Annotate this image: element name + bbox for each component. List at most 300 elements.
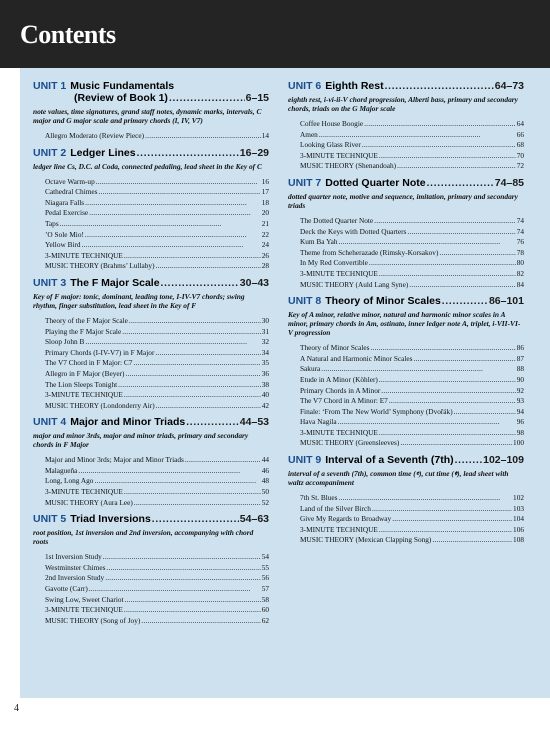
dot-leader (371, 343, 516, 354)
dot-leader (145, 131, 261, 142)
dot-leader (379, 525, 512, 536)
toc-entry[interactable] (45, 251, 269, 262)
dot-leader (78, 466, 260, 477)
toc-entry[interactable] (300, 438, 524, 449)
toc-entry[interactable] (45, 552, 269, 563)
unit-page-range[interactable]: 16–29 (239, 146, 269, 159)
toc-entry-title: 1st Inversion Study (45, 552, 102, 562)
toc-entry-page: 68 (516, 140, 524, 150)
unit-title: Ledger Lines (70, 146, 136, 159)
page-header (0, 0, 550, 68)
unit-title: Interval of a Seventh (7th) (325, 454, 454, 467)
toc-entry-title: The V7 Chord in A Minor: E7 (300, 396, 388, 406)
unit-page-range[interactable]: 64–73 (494, 80, 524, 92)
toc-entry[interactable] (300, 269, 524, 280)
dot-leader (85, 337, 260, 348)
dot-leader (379, 428, 516, 439)
dot-leader (96, 177, 261, 188)
toc-entry-page: 66 (516, 129, 524, 139)
unit-description: Key of F major: tonic, dominant, leading tone, I-IV-V7 chords; swing rhythm, finger substitution, lead sheet in the Key of F (33, 291, 245, 310)
toc-entry-page: 48 (261, 476, 269, 486)
unit-title: Major and Minor Triads (70, 416, 186, 429)
toc-entry[interactable] (300, 407, 524, 418)
dot-leader (85, 230, 261, 241)
unit-description: eighth rest, i-vi-ii-V chord progression, Alberti bass, primary and secondary chords, triads on the G Major scale (288, 95, 518, 113)
toc-entry-title: Kum Ba Yah (300, 237, 338, 247)
unit-heading (33, 147, 269, 160)
toc-entry[interactable] (300, 161, 524, 172)
toc-entry-page: 21 (261, 218, 269, 228)
unit-item-list (45, 455, 269, 508)
unit-page-range[interactable]: 102–109 (483, 454, 524, 467)
toc-entry-page: 64 (516, 119, 524, 128)
toc-entry-page: 52 (261, 497, 269, 507)
toc-entry-title: MUSIC THEORY (Greensleeves) (300, 438, 400, 448)
toc-entry-title: The Dotted Quarter Note (300, 215, 374, 225)
dot-leader (339, 237, 516, 248)
toc-entry-page: 22 (261, 229, 269, 239)
toc-entry-title: Etude in A Minor (Köhler) (300, 374, 378, 384)
toc-entry[interactable] (300, 151, 524, 162)
toc-entry-title: Playing the F Major Scale (45, 326, 122, 336)
unit-title: Dotted Quarter Note (325, 176, 426, 189)
toc-entry-page: 84 (516, 279, 524, 289)
unit-item-list (45, 552, 269, 626)
dot-leader (392, 514, 512, 525)
toc-entry[interactable] (45, 261, 269, 272)
toc-entry-page: 106 (513, 524, 524, 534)
toc-entry[interactable] (300, 119, 524, 130)
dot-leader (169, 93, 245, 105)
toc-entry-page: 31 (261, 326, 269, 336)
toc-entry-page: 26 (261, 250, 269, 260)
toc-entry-page: 16 (261, 176, 269, 186)
toc-entry-page: 58 (261, 594, 269, 604)
dot-leader (156, 401, 261, 412)
unit-description: Key of A minor, relative minor, natural and harmonic minor scales in A minor, primary chords in Am, ostinato, inner ledger note A, triplet, i-VII-VI-V progression (288, 310, 521, 338)
dot-leader (122, 327, 261, 338)
dot-leader (186, 417, 239, 429)
toc-entry-page: 40 (261, 390, 269, 400)
toc-entry-page: 90 (516, 374, 524, 384)
dot-leader (155, 348, 260, 359)
unit-number: UNIT 1 (33, 80, 67, 92)
toc-entry[interactable] (300, 216, 524, 227)
toc-entry[interactable] (300, 525, 524, 536)
toc-entry[interactable] (45, 316, 269, 327)
toc-entry-title: MUSIC THEORY (Aura Lee) (45, 497, 133, 507)
unit-item-list (300, 343, 524, 449)
unit-heading (288, 80, 524, 93)
dot-leader (427, 178, 494, 190)
unit-heading (33, 513, 269, 526)
toc-entry[interactable] (300, 227, 524, 238)
toc-entry-title: 3-MINUTE TECHNIQUE (45, 250, 123, 260)
unit-heading (288, 295, 524, 308)
unit-heading (288, 454, 524, 467)
toc-entry[interactable] (300, 514, 524, 525)
unit-page-range[interactable]: 6–15 (245, 92, 269, 104)
toc-entry-title: 3-MINUTE TECHNIQUE (45, 487, 123, 497)
toc-entry-title: Looking Glass River (300, 140, 361, 150)
unit-heading-line (33, 80, 269, 92)
dot-leader (442, 296, 488, 308)
dot-leader (85, 198, 261, 209)
toc-entry-title: Primary Chords (I-IV-V7) in F Major (45, 347, 155, 357)
unit-item-list (300, 493, 524, 546)
toc-entry[interactable] (45, 131, 269, 142)
dot-leader (141, 616, 260, 627)
toc-entry-title: Theory of Minor Scales (300, 343, 370, 353)
toc-entry-title: Gavotte (Carr) (45, 584, 88, 594)
dot-leader (125, 369, 260, 380)
toc-entry-page: 76 (516, 237, 524, 247)
toc-entry-page: 87 (516, 353, 524, 363)
toc-entry-page: 56 (261, 573, 269, 583)
toc-entry-title: Malagueña (45, 465, 78, 475)
toc-entry-page: 74 (516, 226, 524, 236)
toc-entry[interactable] (45, 595, 269, 606)
unit-description: interval of a seventh (7th), common time (𝄴), cut time (𝄵), lead sheet with waltz accompaniment (288, 469, 509, 488)
unit-section (33, 147, 269, 272)
toc-entry[interactable] (45, 380, 269, 391)
toc-entry[interactable] (45, 198, 269, 209)
toc-entry-page: 62 (261, 615, 269, 625)
dot-leader (82, 240, 261, 251)
toc-entry-title: 3-MINUTE TECHNIQUE (300, 268, 378, 278)
toc-entry[interactable] (45, 563, 269, 574)
toc-entry-title: 2nd Inversion Study (45, 573, 105, 583)
dot-leader (455, 455, 482, 467)
toc-entry[interactable] (300, 237, 524, 248)
unit-page-range[interactable]: 74–85 (494, 176, 524, 189)
toc-entry-page: 55 (261, 562, 269, 572)
dot-leader (134, 498, 261, 509)
unit-item-list (45, 177, 269, 272)
toc-entry-title: Allegro Moderato (Review Piece) (45, 131, 145, 140)
toc-entry-title: Sloop John B (45, 337, 85, 347)
toc-entry[interactable] (45, 616, 269, 627)
toc-entry[interactable] (45, 208, 269, 219)
toc-entry-page: 24 (261, 240, 269, 250)
page-number: 4 (14, 703, 19, 714)
toc-entry[interactable] (45, 573, 269, 584)
toc-entry-page: 30 (261, 315, 269, 325)
toc-entry-title: In My Red Convertible (300, 258, 368, 268)
unit-title: Music Fundamentals (70, 80, 175, 92)
toc-entry[interactable] (45, 327, 269, 338)
toc-entry-title: Taps (45, 218, 59, 228)
toc-entry[interactable] (45, 476, 269, 487)
toc-entry[interactable] (45, 455, 269, 466)
unit-number: UNIT 7 (288, 176, 322, 189)
toc-entry-title: ’O Sole Mio! (45, 229, 84, 239)
unit-page-range[interactable]: 86–101 (488, 295, 524, 308)
unit-description: ledger line Cs, D.C. al Coda, connected pedaling, lead sheet in the Key of C (33, 161, 262, 171)
page-title: Contents (20, 20, 116, 49)
dot-leader (129, 316, 261, 327)
toc-entry-page: 32 (261, 337, 269, 347)
toc-entry[interactable] (45, 401, 269, 412)
toc-entry-page: 94 (516, 406, 524, 416)
dot-leader (369, 258, 516, 269)
toc-entry[interactable] (45, 177, 269, 188)
toc-entry-title: 3-MINUTE TECHNIQUE (300, 150, 378, 160)
toc-entry-page: 103 (513, 503, 524, 513)
toc-entry[interactable] (45, 498, 269, 509)
toc-entry-page: 44 (261, 455, 269, 465)
toc-entry-title: Pedal Exercise (45, 208, 89, 218)
toc-entry-title: Sakura (300, 364, 321, 374)
toc-entry-page: 108 (513, 535, 524, 545)
toc-entry[interactable] (300, 417, 524, 428)
dot-leader (362, 140, 516, 151)
dot-leader (439, 248, 515, 259)
unit-description: root position, 1st inversion and 2nd inversion, accompanying with chord roots (33, 528, 254, 547)
toc-entry-title: The Lion Sleeps Tonight (45, 379, 118, 389)
toc-entry-page: 100 (513, 438, 524, 448)
toc-entry[interactable] (45, 466, 269, 477)
toc-entry-title: Theme from Scheherazade (Rimsky-Korsakov) (300, 247, 439, 257)
dot-leader (103, 552, 261, 563)
toc-entry-page: 28 (261, 261, 269, 271)
toc-entry-title: MUSIC THEORY (Mexican Clapping Song) (300, 535, 432, 545)
toc-entry-page: 96 (516, 417, 524, 427)
unit-number: UNIT 5 (33, 513, 67, 526)
toc-entry[interactable] (300, 130, 524, 141)
toc-entry[interactable] (300, 375, 524, 386)
dot-leader (161, 278, 239, 290)
dot-leader (124, 605, 261, 616)
toc-entry-page: 38 (261, 379, 269, 389)
toc-entry-page: 17 (261, 187, 269, 197)
toc-entry-page: 92 (516, 385, 524, 395)
toc-entry[interactable] (45, 348, 269, 359)
toc-entry-title: Niagara Falls (45, 197, 85, 207)
toc-entry-page: 14 (261, 131, 269, 140)
toc-entry[interactable] (45, 358, 269, 369)
dot-leader (118, 380, 261, 391)
toc-entry[interactable] (45, 187, 269, 198)
unit-title: Theory of Minor Scales (325, 295, 441, 308)
toc-entry-title: Major and Minor 3rds; Major and Minor Triads (45, 455, 184, 465)
unit-description: note values, time signatures, grand staff notes, dynamic marks, intervals, C major and G major scale and primary chords (I, IV, V7) (33, 107, 262, 125)
toc-entry-page: 18 (261, 197, 269, 207)
toc-entry-page: 50 (261, 487, 269, 497)
left-column (33, 80, 269, 631)
unit-section (288, 80, 524, 172)
toc-entry-title: Land of the Silver Birch (300, 503, 371, 513)
dot-leader (99, 187, 261, 198)
dot-leader (397, 161, 516, 172)
dot-leader (94, 476, 260, 487)
toc-entry[interactable] (300, 140, 524, 151)
toc-entry-title: Octave Warm-up (45, 176, 95, 186)
toc-entry[interactable] (45, 337, 269, 348)
toc-entry-title: Coffee House Boogie (300, 119, 364, 128)
dot-leader (374, 216, 516, 227)
unit-number: UNIT 4 (33, 416, 67, 429)
unit-page-range[interactable]: 30–43 (239, 276, 269, 289)
dot-leader (432, 535, 512, 546)
dot-leader (389, 396, 516, 407)
dot-leader (125, 595, 261, 606)
unit-item-list (300, 119, 524, 172)
dot-leader (89, 584, 261, 595)
dot-leader (321, 364, 515, 375)
toc-entry-title: Hava Nagila (300, 417, 337, 427)
dot-leader (124, 251, 261, 262)
toc-entry-title: 3-MINUTE TECHNIQUE (300, 524, 378, 534)
unit-number: UNIT 6 (288, 80, 322, 92)
toc-entry-title: Allegro in F Major (Beyer) (45, 368, 125, 378)
toc-entry-page: 35 (261, 358, 269, 368)
toc-entry-page: 102 (513, 493, 524, 503)
unit-description: major and minor 3rds, major and minor triads, primary and secondary chords in F Major (33, 431, 249, 450)
unit-title-continued: (Review of Book 1) (74, 92, 168, 104)
toc-entry-page: 20 (261, 208, 269, 218)
unit-section (33, 416, 269, 508)
toc-entry-title: Swing Low, Sweet Chariot (45, 594, 124, 604)
toc-entry[interactable] (300, 354, 524, 365)
toc-entry-page: 57 (261, 584, 269, 594)
toc-entry-page: 80 (516, 258, 524, 268)
dot-leader (124, 487, 261, 498)
toc-entry-page: 72 (516, 161, 524, 171)
right-column (288, 80, 524, 551)
unit-heading-line (33, 92, 269, 105)
unit-title: The F Major Scale (70, 276, 160, 289)
toc-entry-page: 88 (516, 364, 524, 374)
unit-heading (33, 416, 269, 429)
dot-leader (413, 354, 515, 365)
toc-entry-title: 3-MINUTE TECHNIQUE (300, 427, 378, 437)
toc-entry[interactable] (300, 504, 524, 515)
dot-leader (407, 227, 515, 238)
toc-entry[interactable] (300, 493, 524, 504)
toc-entry-title: Deck the Keys with Dotted Quarters (300, 226, 407, 236)
toc-entry-title: MUSIC THEORY (Londonderry Air) (45, 400, 155, 410)
toc-entry-page: 86 (516, 343, 524, 353)
toc-entry[interactable] (300, 248, 524, 259)
toc-entry-page: 46 (261, 465, 269, 475)
toc-entry[interactable] (45, 390, 269, 401)
dot-leader (372, 504, 512, 515)
unit-heading (33, 277, 269, 290)
toc-entry[interactable] (45, 584, 269, 595)
toc-entry[interactable] (45, 369, 269, 380)
toc-entry-page: 54 (261, 552, 269, 562)
toc-entry[interactable] (300, 364, 524, 375)
toc-entry[interactable] (45, 487, 269, 498)
dot-leader (454, 407, 516, 418)
toc-entry-title: A Natural and Harmonic Minor Scales (300, 353, 413, 363)
unit-item-list (45, 316, 269, 411)
dot-leader (379, 269, 516, 280)
toc-entry-title: MUSIC THEORY (Shenandoah) (300, 161, 397, 171)
toc-entry[interactable] (300, 396, 524, 407)
toc-entry-page: 93 (516, 396, 524, 406)
unit-page-range[interactable]: 44–53 (239, 416, 269, 429)
dot-leader (105, 573, 261, 584)
toc-entry[interactable] (45, 219, 269, 230)
toc-entry-page: 70 (516, 150, 524, 160)
toc-entry-page: 82 (516, 268, 524, 278)
unit-number: UNIT 8 (288, 295, 322, 308)
unit-section (33, 277, 269, 411)
toc-entry-title: Yellow Bird (45, 240, 81, 250)
dot-leader (156, 261, 261, 272)
toc-entry-page: 78 (516, 247, 524, 257)
dot-leader (152, 514, 239, 526)
unit-item-list (45, 131, 269, 142)
toc-entry[interactable] (300, 280, 524, 291)
toc-entry-page: 42 (261, 400, 269, 410)
toc-entry[interactable] (300, 386, 524, 397)
toc-entry-title: Amen (300, 129, 318, 139)
toc-entry-title: MUSIC THEORY (Brahms’ Lullaby) (45, 261, 155, 271)
dot-leader (319, 130, 516, 141)
unit-title: Eighth Rest (325, 80, 384, 92)
dot-leader (339, 493, 513, 504)
toc-entry-title: MUSIC THEORY (Song of Joy) (45, 615, 141, 625)
toc-entry[interactable] (45, 240, 269, 251)
unit-number: UNIT 9 (288, 454, 322, 467)
dot-leader (364, 119, 516, 130)
unit-description: dotted quarter note, motive and sequence, imitation, primary and secondary triads (288, 191, 518, 210)
dot-leader (385, 81, 494, 93)
unit-section (288, 177, 524, 290)
toc-entry[interactable] (300, 343, 524, 354)
toc-entry[interactable] (300, 428, 524, 439)
toc-entry-page: 104 (513, 514, 524, 524)
toc-entry-title: Long, Long Ago (45, 476, 94, 486)
unit-heading (33, 80, 269, 105)
unit-title: Triad Inversions (70, 513, 151, 526)
dot-leader (137, 148, 239, 160)
dot-leader (409, 280, 515, 291)
toc-entry-page: 74 (516, 215, 524, 225)
unit-section (33, 513, 269, 626)
dot-leader (381, 386, 515, 397)
toc-entry-title: Cathedral Chimes (45, 187, 98, 197)
dot-leader (185, 455, 261, 466)
dot-leader (124, 390, 261, 401)
unit-section (288, 295, 524, 449)
toc-entry[interactable] (45, 605, 269, 616)
unit-section (288, 454, 524, 546)
toc-entry-page: 36 (261, 368, 269, 378)
unit-heading (288, 177, 524, 190)
dot-leader (338, 417, 516, 428)
toc-entry[interactable] (300, 258, 524, 269)
toc-entry[interactable] (300, 535, 524, 546)
unit-number: UNIT 2 (33, 146, 67, 159)
unit-section (33, 80, 269, 142)
dot-leader (89, 208, 261, 219)
unit-page-range[interactable]: 54–63 (239, 513, 269, 526)
unit-number: UNIT 3 (33, 276, 67, 289)
toc-entry-page: 98 (516, 427, 524, 437)
toc-entry-title: Theory of the F Major Scale (45, 315, 128, 325)
toc-entry-title: Give My Regards to Broadway (300, 514, 392, 524)
toc-entry-title: The V7 Chord in F Major: C7 (45, 358, 133, 368)
toc-entry-title: Westminster Chimes (45, 562, 106, 572)
dot-leader (400, 438, 512, 449)
toc-entry[interactable] (45, 230, 269, 241)
toc-entry-title: 7th St. Blues (300, 493, 338, 503)
toc-entry-title: Primary Chords in A Minor (300, 385, 381, 395)
